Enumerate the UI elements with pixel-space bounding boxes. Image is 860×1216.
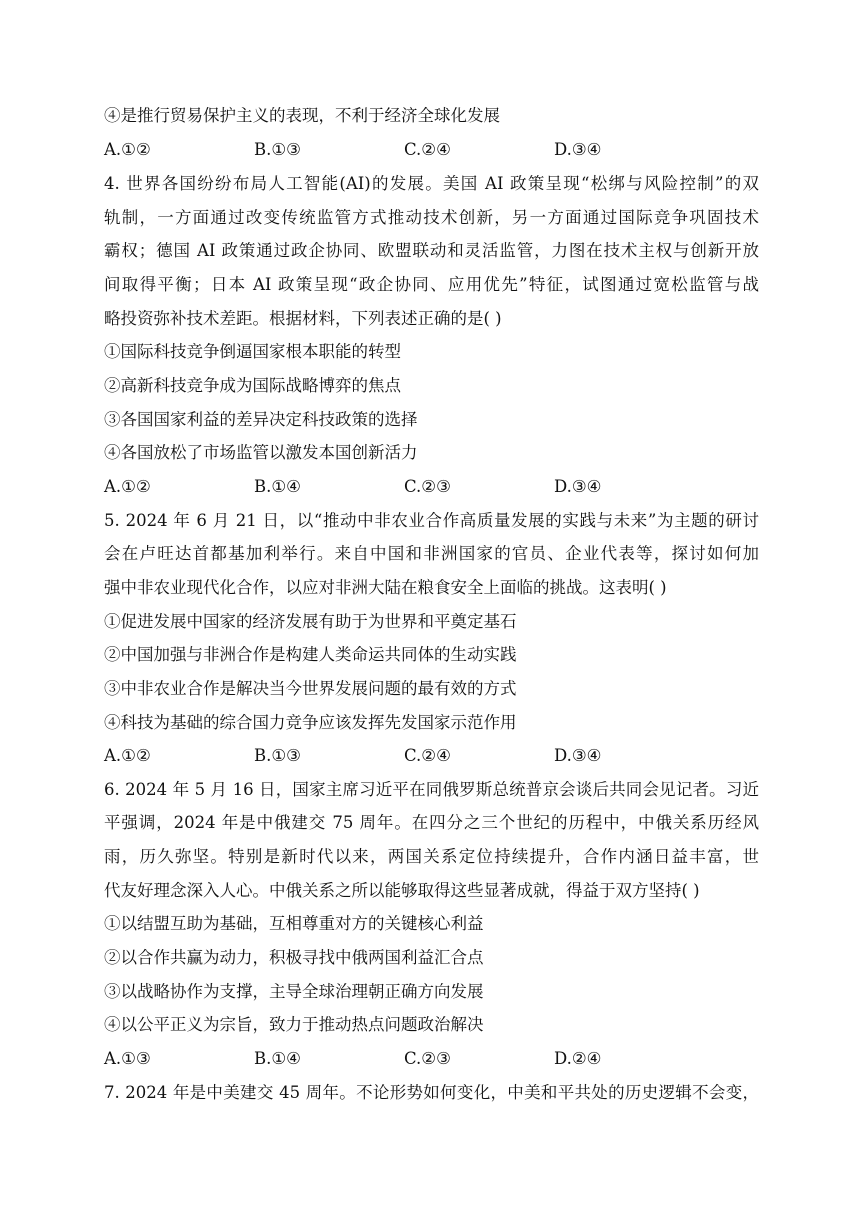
q4-option-a[interactable]: A.①②	[104, 477, 151, 496]
q4-option-d[interactable]: D.③④	[554, 477, 602, 496]
q5-stem-line: 5. 2024 年 6 月 21 日，以“推动中非农业合作高质量发展的实践与未来”为主题的研讨	[104, 511, 759, 530]
q4-stem-line: 轨制，一方面通过改变传统监管方式推动技术创新，另一方面通过国际竞争巩固技术	[104, 208, 759, 227]
q6-item-1: ①以结盟互助为基础，互相尊重对方的关键核心利益	[104, 914, 484, 933]
q6-options	[104, 1049, 759, 1069]
q6-stem-line: 雨，历久弥坚。特别是新时代以来，两国关系定位持续提升，合作内涵日益丰富，世	[104, 847, 759, 866]
q5-item-1: ①促进发展中国家的经济发展有助于为世界和平奠定基石	[104, 612, 517, 631]
q5-options	[104, 746, 759, 766]
q6-option-b[interactable]: B.①④	[254, 1049, 301, 1068]
q6-option-d[interactable]: D.②④	[554, 1049, 602, 1068]
q4-stem-line: 4. 世界各国纷纷布局人工智能(AI)的发展。美国 AI 政策呈现“松绑与风险控制”的双	[104, 174, 759, 193]
q6-option-c[interactable]: C.②③	[404, 1049, 451, 1068]
q6-stem-line: 代友好理念深入人心。中俄关系之所以能够取得这些显著成就，得益于双方坚持( )	[104, 881, 700, 900]
q4-item-2: ②高新科技竞争成为国际战略博弈的焦点	[104, 376, 401, 395]
q4-option-b[interactable]: B.①④	[254, 477, 301, 496]
q3-option-c[interactable]: C.②④	[404, 140, 451, 159]
q4-item-4: ④各国放松了市场监管以激发本国创新活力	[104, 443, 418, 462]
q4-item-3: ③各国国家利益的差异决定科技政策的选择	[104, 410, 418, 429]
q6-option-a[interactable]: A.①③	[104, 1049, 151, 1068]
q6-item-3: ③以战略协作为支撑，主导全球治理朝正确方向发展	[104, 982, 484, 1001]
q5-option-a[interactable]: A.①②	[104, 746, 151, 765]
q3-option-b[interactable]: B.①③	[254, 140, 301, 159]
q5-item-3: ③中非农业合作是解决当今世界发展问题的最有效的方式	[104, 679, 517, 698]
q5-item-2: ②中国加强与非洲合作是构建人类命运共同体的生动实践	[104, 645, 517, 664]
q3-item-4: ④是推行贸易保护主义的表现，不利于经济全球化发展	[104, 106, 500, 125]
q3-options	[104, 140, 759, 160]
q4-stem-line: 略投资弥补技术差距。根据材料，下列表述正确的是( )	[104, 309, 502, 328]
q5-option-d[interactable]: D.③④	[554, 746, 602, 765]
q6-item-2: ②以合作共赢为动力，积极寻找中俄两国利益汇合点	[104, 948, 484, 967]
q4-item-1: ①国际科技竞争倒逼国家根本职能的转型	[104, 342, 401, 361]
q7-stem-line: 7. 2024 年是中美建交 45 周年。不论形势如何变化，中美和平共处的历史逻辑不会变，	[104, 1083, 759, 1102]
q3-option-d[interactable]: D.③④	[554, 140, 602, 159]
q5-stem-line: 会在卢旺达首都基加利举行。来自中国和非洲国家的官员、企业代表等，探讨如何加	[104, 544, 759, 563]
q4-options	[104, 477, 759, 497]
q6-stem-line: 平强调，2024 年是中俄建交 75 周年。在四分之三个世纪的历程中，中俄关系历经风	[104, 813, 759, 832]
q4-stem-line: 霸权；德国 AI 政策通过政企协同、欧盟联动和灵活监管，力图在技术主权与创新开放	[104, 241, 759, 260]
q5-item-4: ④科技为基础的综合国力竞争应该发挥先发国家示范作用	[104, 713, 517, 732]
q3-option-a[interactable]: A.①②	[104, 140, 151, 159]
q5-option-c[interactable]: C.②④	[404, 746, 451, 765]
q4-option-c[interactable]: C.②③	[404, 477, 451, 496]
q5-stem-line: 强中非农业现代化合作，以应对非洲大陆在粮食安全上面临的挑战。这表明( )	[104, 578, 667, 597]
q4-stem-line: 间取得平衡；日本 AI 政策呈现“政企协同、应用优先”特征，试图通过宽松监管与战	[104, 275, 759, 294]
q5-option-b[interactable]: B.①③	[254, 746, 301, 765]
q6-stem-line: 6. 2024 年 5 月 16 日，国家主席习近平在同俄罗斯总统普京会谈后共同会见记者。习近	[104, 780, 759, 799]
q6-item-4: ④以公平正义为宗旨，致力于推动热点问题政治解决	[104, 1015, 484, 1034]
